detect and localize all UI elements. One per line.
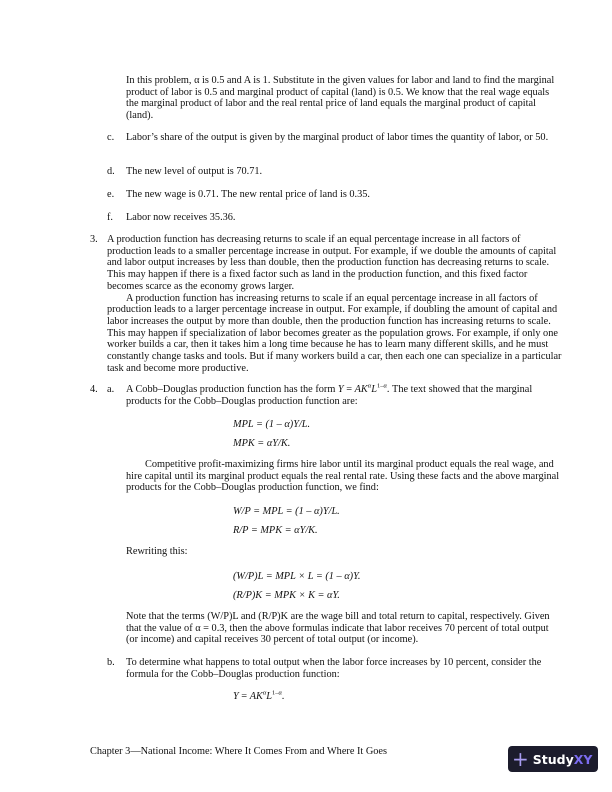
equation-cobb-douglas: $Y = AK^\alpha L^{1-\alpha}$.: [233, 689, 285, 702]
item-d-label: d.: [107, 166, 115, 177]
item-f-text: Labor now receives 35.36.: [126, 212, 236, 223]
studyxy-logo: [508, 746, 598, 772]
equation-wage-bill: (W/P)L = MPL × L = (1 – α)Y.: [233, 571, 361, 582]
q4a-text-3: Note that the terms (W/P)L and (R/P)K are the wage bill and total return to capital, respectively. Given that the value of α = 0.3, then the above formulas indicate that labor receives 70 percent of total output (or income) and capital receives 30 percent of total output (or income).: [126, 611, 550, 646]
logo-text: StudyXY: [532, 751, 593, 767]
q4b-label: b.: [107, 657, 115, 668]
intro-paragraph: In this problem, α is 0.5 and A is 1. Substitute in the given values for labor and land to find the marginal product of labor is 0.5 and marginal product of capital (land) is 0.5. We know that the real wage equals the marginal product of labor and the real rental price of land equals the marginal product of capital (land).: [126, 75, 555, 122]
q3-paragraph-1: A production function has decreasing returns to scale if an equal percentage increase in all factors of production leads to a smaller percentage increase in output. For example, if we double the amounts of capital and labor output increases by less than double, then the production function has decreasing returns to scale. This may happen if there is a fixed factor such as land in the production function, and this fixed factor becomes scarce as the economy grows larger.: [107, 234, 557, 292]
q4a-label: a.: [107, 384, 115, 395]
equation-capital-return: (R/P)K = MPK × K = αY.: [233, 590, 340, 601]
equation-mpl: MPL = (1 – α)Y/L.: [233, 419, 311, 430]
item-c-label: c.: [107, 132, 115, 143]
item-c-text: Labor’s share of the output is given by the marginal product of labor times the quantity of labor, or 50.: [126, 132, 549, 143]
q3-label: 3.: [90, 234, 98, 245]
item-e-label: e.: [107, 189, 115, 200]
item-f-label: f.: [107, 212, 114, 223]
q3-paragraph-2: A production function has increasing returns to scale if an equal percentage increase in all factors of production leads to a larger percentage increase in output. For example, if doubling the amount of capital and labor increases the output by more than double, then the production function has increasing returns to scale. This may happen if specialization of labor becomes greater as the population grows. For example, if only one worker builds a car, then it takes him a long time because he has to learn many different skills, and he must constantly change tasks and tools. But if many workers build a car, then each one can specialize in a particular task and become more productive.: [107, 292, 562, 374]
q4b-text: To determine what happens to total output when the labor force increases by 10 percent, consider the formula for the Cobb–Douglas production function:: [126, 657, 542, 680]
footer-chapter-title: Chapter 3—National Income: Where It Comes From and Where It Goes: [90, 746, 388, 757]
plus-icon: +: [512, 747, 529, 771]
q4a-text-2: Competitive profit-maximizing firms hire labor until its marginal product equals the real wage, and hire capital until its marginal product equals the real rental rate. Using these facts and the above marginal products for the Cobb–Douglas production function, we find:: [126, 459, 560, 494]
item-d-text: The new level of output is 70.71.: [126, 166, 263, 177]
rewriting-label: Rewriting this:: [126, 546, 188, 557]
q4-label: 4.: [90, 384, 98, 395]
equation-rp: R/P = MPK = αY/K.: [233, 525, 318, 536]
q4a-text-1: A Cobb–Douglas production function has the form $Y = AK^\alpha L^{1-\alpha}$. The text showed that the marginal products for the Cobb–Douglas production function are:: [126, 382, 533, 407]
equation-wp: W/P = MPL = (1 – α)Y/L.: [233, 506, 340, 517]
equation-mpk: MPK = αY/K.: [233, 438, 291, 449]
item-e-text: The new wage is 0.71. The new rental price of land is 0.35.: [126, 189, 371, 200]
